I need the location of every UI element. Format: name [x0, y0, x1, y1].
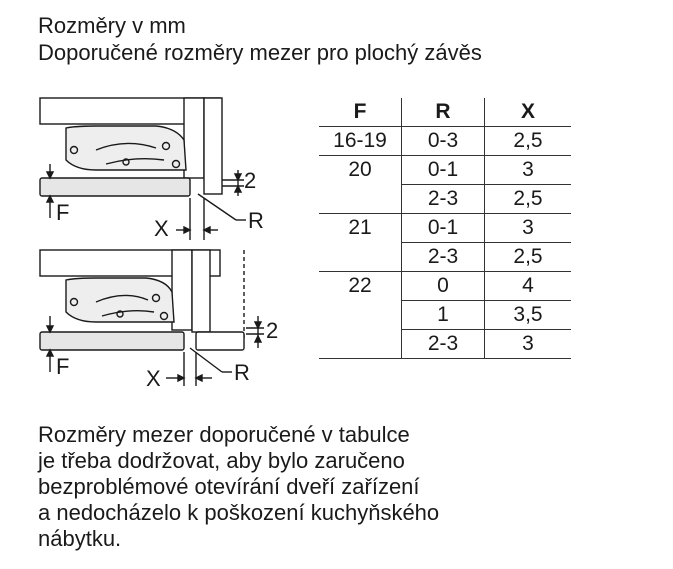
cell-f: 20	[319, 156, 402, 185]
cell-f: 16-19	[319, 127, 402, 156]
cell-x: 4	[485, 272, 572, 301]
cell-f	[319, 330, 402, 359]
table-row	[319, 301, 571, 330]
note-line: Rozměry mezer doporučené v tabulce	[38, 422, 410, 447]
label-f-top: F	[56, 200, 70, 225]
cell-r: 0-1	[402, 214, 485, 243]
label-dim-bottom: 2	[266, 318, 279, 343]
cell-r: 0-1	[402, 156, 485, 185]
label-f-bottom: F	[56, 354, 70, 379]
cell-r: 2-3	[402, 243, 485, 272]
hinge-gap-diagram	[36, 90, 296, 390]
cell-x: 2,5	[485, 185, 572, 214]
label-dim-top: 2	[244, 168, 257, 193]
cell-r: 0	[402, 272, 485, 301]
label-x-bottom: X	[146, 366, 161, 390]
cell-r: 2-3	[402, 185, 485, 214]
table-row	[319, 127, 571, 156]
table-row	[319, 214, 571, 243]
cell-f	[319, 301, 402, 330]
note-line: je třeba dodržovat, aby bylo zaručeno	[38, 448, 405, 473]
page-subtitle: Doporučené rozměry mezer pro plochý závěs	[38, 40, 482, 65]
cell-r: 2-3	[402, 330, 485, 359]
label-r-top: R	[248, 208, 264, 233]
cell-r: 1	[402, 301, 485, 330]
label-r-bottom: R	[234, 360, 250, 385]
cell-f	[319, 185, 402, 214]
column-header-r: R	[402, 98, 485, 127]
table-row	[319, 243, 571, 272]
cell-x: 3,5	[485, 301, 572, 330]
gap-dimensions-table	[319, 98, 571, 359]
table-row	[319, 185, 571, 214]
cell-x: 3	[485, 330, 572, 359]
table-header-row	[319, 98, 571, 127]
note-paragraph	[38, 422, 439, 552]
note-line: nábytku.	[38, 526, 122, 551]
hinge-diagram-top	[40, 98, 246, 240]
cell-x: 2,5	[485, 243, 572, 272]
note-line: bezproblémové otevírání dveří zařízení	[38, 474, 420, 499]
column-header-x: X	[485, 98, 572, 127]
column-header-f: F	[353, 100, 367, 123]
cell-f: 21	[319, 214, 402, 243]
table-row	[319, 156, 571, 185]
cell-x: 2,5	[485, 127, 572, 156]
page-title: Rozměry v mm	[38, 13, 186, 38]
table-row	[319, 272, 571, 301]
cell-f: 22	[319, 272, 402, 301]
note-line: a nedocházelo k poškození kuchyňského	[38, 500, 440, 525]
cell-f	[319, 243, 402, 272]
label-x-top: X	[154, 216, 169, 241]
cell-x: 3	[485, 156, 572, 185]
cell-r: 0-3	[402, 127, 485, 156]
cell-x: 3	[485, 214, 572, 243]
table-row	[319, 330, 571, 359]
